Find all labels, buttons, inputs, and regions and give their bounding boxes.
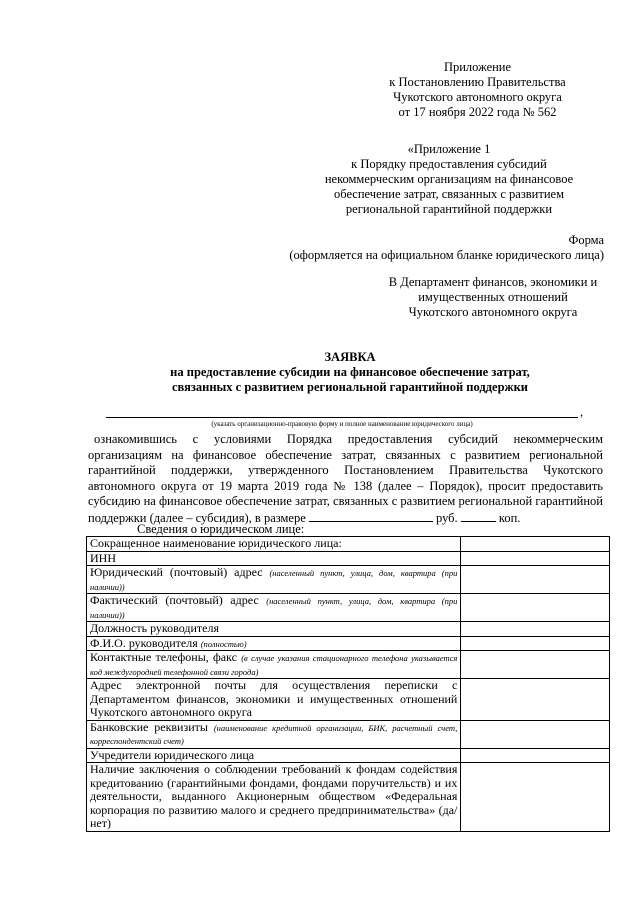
- row-value-cell[interactable]: [461, 763, 610, 832]
- amount-rub-field[interactable]: [309, 510, 433, 522]
- row-label: Контактные телефоны, факс: [90, 650, 237, 664]
- row-value-cell[interactable]: [461, 594, 610, 622]
- row-value-cell[interactable]: [461, 748, 610, 763]
- row-label-cell: [87, 537, 461, 552]
- row-label: Должность руководителя: [90, 621, 219, 635]
- applicant-comma: ,: [580, 405, 584, 419]
- applicant-hint: (указать организационно-правовую форму и полное наименование юридического лица): [211, 420, 473, 428]
- annex-header: [380, 60, 575, 120]
- paragraph-text: ознакомившись с условиями Порядка предоставления субсидий некоммерческим организациям на финансовое обеспечение затрат, связанных с развитием региональной гарантийной поддержки, утвержденного Постановлением Правительства Чукотского автономного округа от 19 марта 2019 года № 138 (далее – Порядок), просит предоставить субсидию на финансовое обеспечение затрат, связанных с развитием региональной гарантийной поддержки (далее – субсидия), в размере: [88, 432, 603, 525]
- annex-header-line: Приложение: [443, 60, 512, 74]
- table-row: [87, 551, 610, 566]
- row-label-cell: [87, 566, 461, 594]
- row-label-cell: [87, 679, 461, 721]
- row-label: Банковские реквизиты: [90, 719, 208, 734]
- row-label-cell: [87, 551, 461, 566]
- annex-inner-line: к Порядку предоставления субсидий: [351, 157, 547, 171]
- request-paragraph: [88, 432, 603, 526]
- row-value-cell[interactable]: [461, 651, 610, 679]
- table-row: [87, 636, 610, 651]
- title-main: ЗАЯВКА: [324, 350, 376, 364]
- form-label: Форма: [568, 233, 604, 247]
- row-value-cell[interactable]: [461, 636, 610, 651]
- row-label: Сокращенное наименование юридического лица:: [90, 536, 342, 550]
- row-label: ИНН: [90, 550, 116, 565]
- annex-header-line: Чукотского автономного округа: [393, 90, 562, 104]
- annex-inner-line: некоммерческим организациям на финансовое: [324, 172, 574, 186]
- table-row: [87, 763, 610, 832]
- kop-label: коп.: [498, 510, 521, 525]
- row-label: Ф.И.О. руководителя: [90, 635, 198, 650]
- row-value-cell[interactable]: [461, 720, 610, 748]
- row-hint: (полностью): [200, 638, 247, 649]
- row-label-cell: [87, 622, 461, 637]
- table-row: [87, 622, 610, 637]
- table-row: [87, 651, 610, 679]
- row-label: Юридический (почтовый) адрес: [90, 565, 263, 579]
- table-row: [87, 594, 610, 622]
- table-row: [87, 566, 610, 594]
- row-value-cell[interactable]: [461, 679, 610, 721]
- info-table: [86, 536, 610, 832]
- row-label-cell: [87, 763, 461, 832]
- addressee-line: В Департамент финансов, экономики и: [388, 275, 598, 289]
- table-row: [87, 748, 610, 763]
- row-label: Наличие заключения о соблюдении требований к фондам содействия кредитованию (гарантийными фондами, фондами поручительств) и их деятельности, выданного Акционерным обществом «Федеральная корпорация по развитию малого и среднего предпринимательства» (да/нет): [90, 762, 458, 830]
- annex-inner-line: региональной гарантийной поддержки: [345, 202, 553, 216]
- annex-inner-line: обеспечение затрат, связанных с развитием: [334, 187, 564, 201]
- row-label: Учредители юридического лица: [90, 747, 255, 762]
- document-title: [90, 350, 610, 395]
- table-row: [87, 720, 610, 748]
- annex-header-line: к Постановлению Правительства: [389, 75, 566, 89]
- row-hint: (населенный пункт, улица, дом, квартира (при наличии)): [90, 596, 458, 620]
- row-value-cell[interactable]: [461, 566, 610, 594]
- row-label-cell: [87, 748, 461, 763]
- form-note: (оформляется на официальном бланке юридического лица): [289, 248, 604, 262]
- row-label: Фактический (почтовый) адрес: [90, 593, 259, 607]
- table-row: [87, 537, 610, 552]
- rub-label: руб.: [436, 510, 458, 525]
- title-line: на предоставление субсидии на финансовое обеспечение затрат,: [170, 365, 530, 379]
- row-hint: (наименование кредитной организации, БИК, расчетный счет, корреспондентский счет): [90, 722, 458, 746]
- addressee: [373, 275, 613, 320]
- row-hint: (населенный пункт, улица, дом, квартира (при наличии)): [90, 568, 458, 592]
- row-label-cell: [87, 636, 461, 651]
- row-value-cell[interactable]: [461, 551, 610, 566]
- row-value-cell[interactable]: [461, 622, 610, 637]
- addressee-line: имущественных отношений: [418, 290, 568, 304]
- addressee-line: Чукотского автономного округа: [408, 305, 578, 319]
- annex-inner-line: «Приложение 1: [407, 142, 491, 156]
- table-row: [87, 679, 610, 721]
- row-value-cell[interactable]: [461, 537, 610, 552]
- annex-inner: [318, 142, 580, 217]
- amount-kop-field[interactable]: [461, 510, 496, 522]
- applicant-name-field[interactable]: [106, 417, 578, 418]
- annex-header-line: от 17 ноября 2022 года № 562: [398, 105, 557, 119]
- title-line: связанных с развитием региональной гарантийной поддержки: [171, 380, 529, 394]
- row-hint: (в случае указания стационарного телефона указывается код междугородней телефонной связи города): [90, 653, 458, 677]
- row-label-cell: [87, 651, 461, 679]
- row-label-cell: [87, 720, 461, 748]
- form-label-block: [289, 233, 604, 263]
- info-heading: Сведения о юридическом лице:: [137, 522, 305, 536]
- row-label-cell: [87, 594, 461, 622]
- row-label: Адрес электронной почты для осуществления переписки с Департаментом финансов, экономики и имущественных отношений Чукотского автономного округа: [90, 678, 458, 719]
